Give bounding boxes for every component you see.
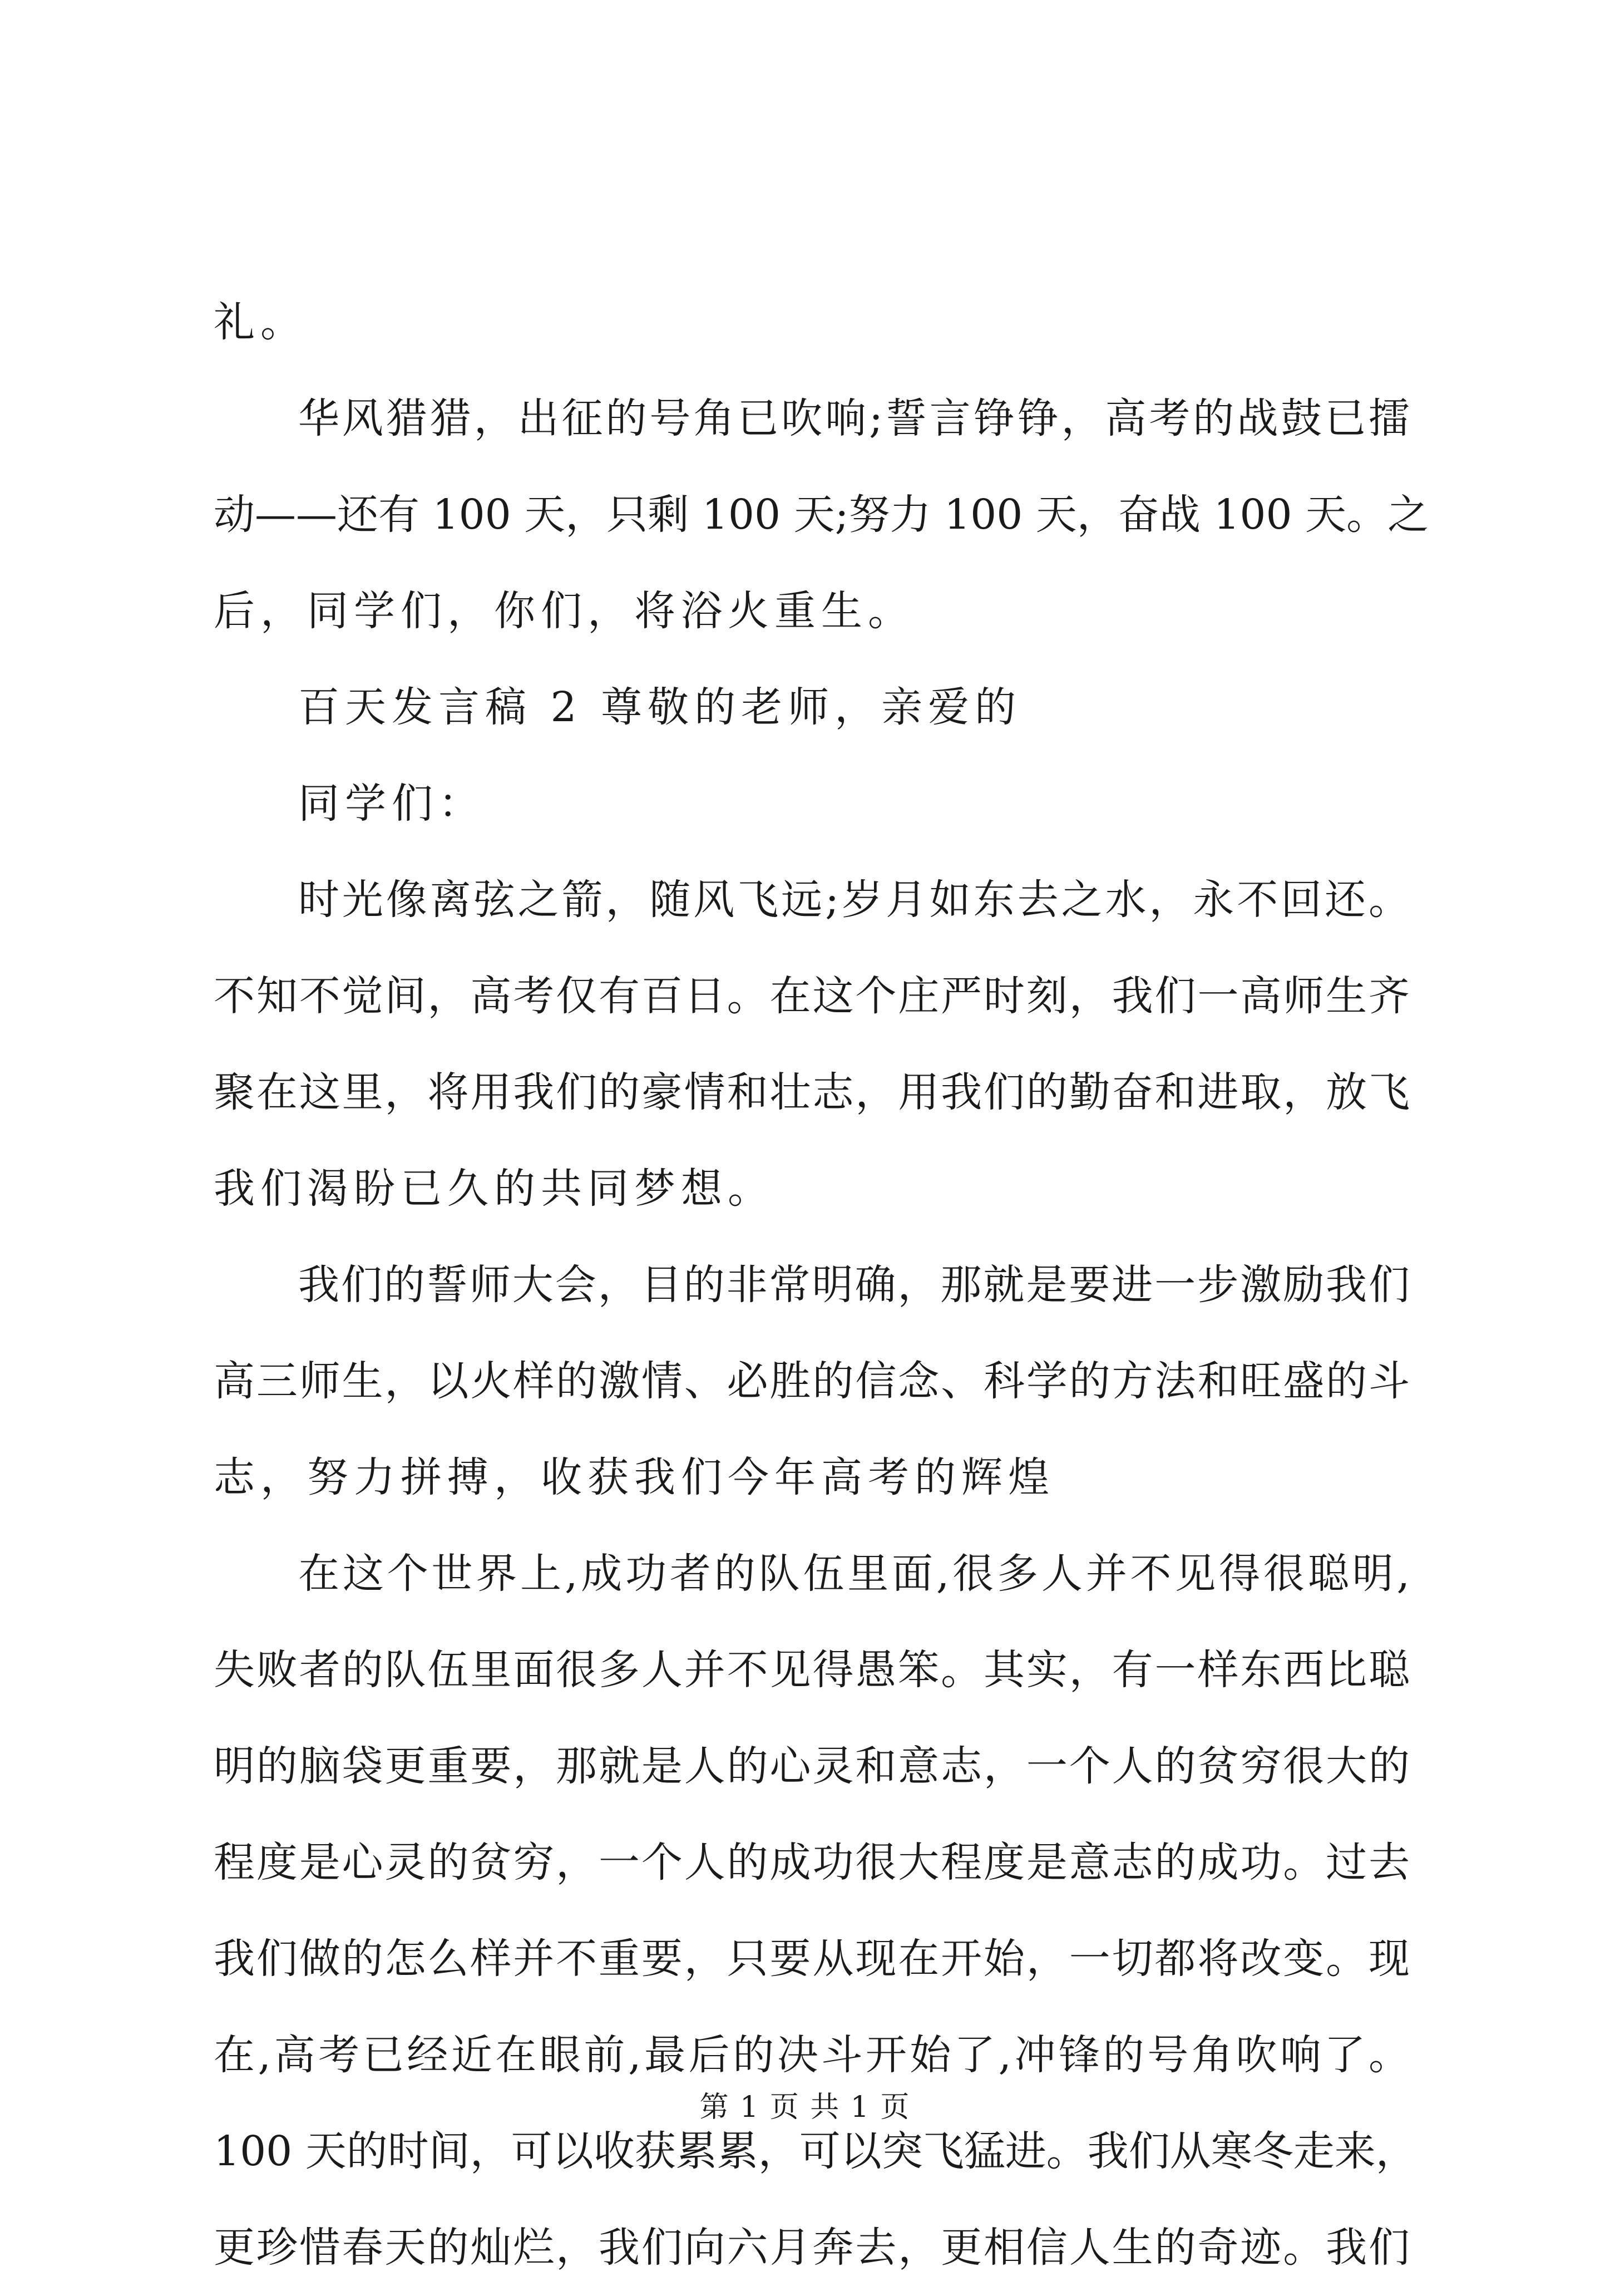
text-line: 华风猎猎，出征的号角已吹响;誓言铮铮，高考的战鼓已擂 [298,395,1410,442]
text-line: 失败者的队伍里面很多人并不见得愚笨。其实，有一样东西比聪 [214,1646,1410,1694]
text-line: 在,高考已经近在眼前,最后的决斗开始了,冲锋的号角吹响了。 [214,2031,1410,2079]
text-line: 礼。 [214,298,307,346]
text-line: 程度是心灵的贫穷，一个人的成功很大程度是意志的成功。过去 [214,1839,1410,1886]
text-line: 不知不觉间，高考仅有百日。在这个庄严时刻，我们一高师生齐 [214,972,1410,1020]
page-footer [0,2088,1610,2127]
text-line: 我们渴盼已久的共同梦想。 [214,1165,774,1213]
text-line: 100 天的时间，可以收获累累，可以突飞猛进。我们从寒冬走来， [214,2127,1417,2175]
text-line: 聚在这里，将用我们的豪情和壮志，用我们的勤奋和进取，放飞 [214,1068,1410,1116]
text-line: 志，努力拼搏，收获我们今年高考的辉煌 [214,1454,1055,1501]
text-line: 在这个世界上,成功者的队伍里面,很多人并不见得很聪明, [298,1550,1410,1598]
text-line: 我们的誓师大会，目的非常明确，那就是要进一步激励我们 [298,1261,1410,1309]
text-line: 高三师生，以火样的激情、必胜的信念、科学的方法和旺盛的斗 [214,1357,1410,1405]
text-line: 明的脑袋更重要，那就是人的心灵和意志，一个人的贫穷很大的 [214,1742,1410,1790]
text-line: 同学们： [298,780,485,827]
text-line: 百天发言稿 2 尊敬的老师，亲爱的 [298,683,1022,731]
text-line: 我们做的怎么样并不重要，只要从现在开始，一切都将改变。现 [214,1935,1410,1983]
text-line: 动——还有 100 天，只剩 100 天;努力 100 天，奋战 100 天。之 [214,491,1429,539]
text-line: 后，同学们，你们，将浴火重生。 [214,587,915,635]
text-line: 时光像离弦之箭，随风飞远;岁月如东去之水，永不回还。 [298,876,1410,924]
document-body [214,274,1429,2296]
page-number-indicator: 第 1 页 共 1 页 [699,2091,911,2124]
text-line: 更珍惜春天的灿烂，我们向六月奔去，更相信人生的奇迹。我们 [214,2224,1410,2272]
